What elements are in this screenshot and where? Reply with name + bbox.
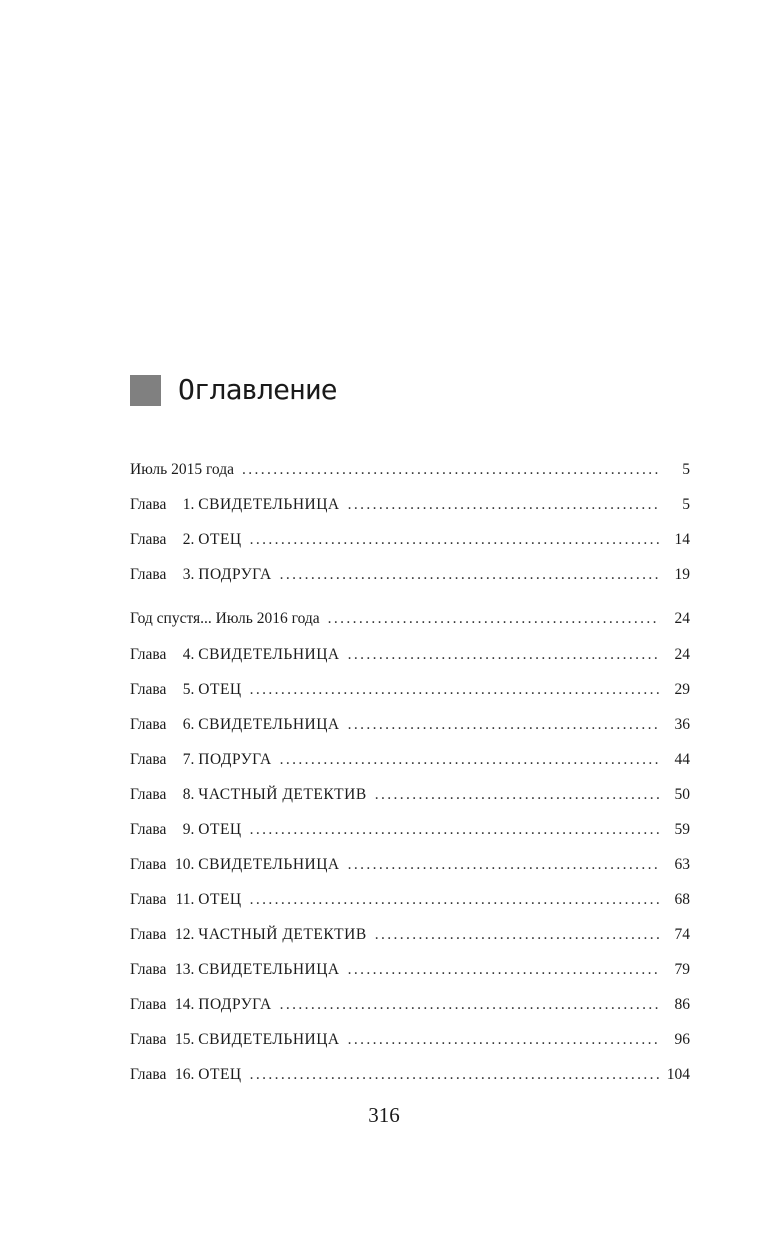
- toc-chapter-title: СВИДЕТЕЛЬНИЦА: [198, 496, 340, 513]
- toc-chapter-title: ОТЕЦ: [198, 821, 242, 838]
- toc-leader-dots: [348, 1029, 660, 1051]
- toc-entry-label: [130, 644, 340, 666]
- toc-leader-dots: [250, 679, 660, 701]
- toc-entry[interactable]: [130, 564, 690, 586]
- toc-entry-page: 59: [674, 821, 690, 838]
- toc-chapter-prefix: Глава: [130, 681, 167, 698]
- toc-chapter-prefix: Глава: [130, 961, 167, 978]
- toc-entry-page: 68: [674, 891, 690, 908]
- toc-chapter-prefix: Глава: [130, 1031, 167, 1048]
- toc-chapter-title: СВИДЕТЕЛЬНИЦА: [198, 961, 340, 978]
- toc-entry-label: [130, 819, 242, 841]
- toc-chapter-number: 5.: [182, 681, 195, 698]
- toc-leader-dots: [348, 714, 660, 736]
- toc-entry[interactable]: [130, 494, 690, 516]
- toc-chapter-title: ПОДРУГА: [198, 566, 272, 583]
- toc-chapter-number: 11.: [175, 891, 195, 908]
- toc-entry[interactable]: [130, 854, 690, 876]
- toc-entry-label: [130, 1064, 242, 1086]
- toc-leader-dots: [348, 959, 660, 981]
- toc-entry-page: 96: [674, 1031, 690, 1048]
- toc-chapter-number: 7.: [182, 751, 195, 768]
- toc-leader-dots: [280, 749, 660, 771]
- toc-entry[interactable]: [130, 529, 690, 551]
- toc-chapter-title: СВИДЕТЕЛЬНИЦА: [198, 856, 340, 873]
- toc-chapter-prefix: Глава: [130, 716, 167, 733]
- toc-entry[interactable]: [130, 679, 690, 701]
- toc-entry-page: 5: [682, 496, 690, 513]
- toc-chapter-title: ЧАСТНЫЙ ДЕТЕКТИВ: [198, 926, 367, 943]
- toc-chapter-prefix: Глава: [130, 786, 167, 803]
- toc-chapter-number: 4.: [182, 646, 195, 663]
- page-title: Оглавление: [178, 373, 337, 406]
- toc-chapter-number: 9.: [182, 821, 195, 838]
- toc-entry[interactable]: [130, 749, 690, 771]
- toc-chapter-prefix: Глава: [130, 496, 167, 513]
- toc-entry-label: [130, 994, 272, 1016]
- toc-entry-page: 74: [674, 926, 690, 943]
- toc-chapter-number: 1.: [182, 496, 195, 513]
- toc-chapter-title: СВИДЕТЕЛЬНИЦА: [198, 646, 340, 663]
- toc-entry[interactable]: [130, 714, 690, 736]
- toc-leader-dots: [348, 854, 660, 876]
- toc-leader-dots: [328, 608, 660, 630]
- toc-chapter-title: ОТЕЦ: [198, 1066, 242, 1083]
- toc-chapter-number: 13.: [175, 961, 195, 978]
- toc-entry-label: [130, 529, 242, 551]
- toc-chapter-number: 16.: [175, 1066, 195, 1083]
- toc-entry-page: 50: [674, 786, 690, 803]
- toc-entry-page: 5: [682, 461, 690, 478]
- toc-chapter-prefix: Глава: [130, 1066, 167, 1083]
- toc-chapter-title: ПОДРУГА: [198, 751, 272, 768]
- toc-leader-dots: [250, 529, 660, 551]
- toc-chapter-prefix: Глава: [130, 996, 167, 1013]
- toc-chapter-prefix: Глава: [130, 566, 167, 583]
- toc-leader-dots: [348, 494, 660, 516]
- toc-chapter-title: ОТЕЦ: [198, 891, 242, 908]
- toc-chapter-title: СВИДЕТЕЛЬНИЦА: [198, 1031, 340, 1048]
- toc-leader-dots: [250, 889, 660, 911]
- toc-entry[interactable]: [130, 1029, 690, 1051]
- page-number: 316: [368, 1103, 400, 1127]
- toc-chapter-number: 15.: [175, 1031, 195, 1048]
- toc-entry[interactable]: [130, 644, 690, 666]
- toc-leader-dots: [250, 1064, 660, 1086]
- toc-entry[interactable]: [130, 784, 690, 806]
- toc-entry[interactable]: [130, 459, 690, 481]
- toc-chapter-title: ПОДРУГА: [198, 996, 272, 1013]
- toc-entry-label: [130, 924, 367, 946]
- toc-chapter-title: ОТЕЦ: [198, 531, 242, 548]
- heading-square-marker: [130, 375, 161, 406]
- toc-entry-label: Год спустя... Июль 2016 года: [130, 610, 320, 627]
- toc-entry-label: [130, 959, 340, 981]
- toc-chapter-prefix: Глава: [130, 891, 167, 908]
- toc-chapter-number: 3.: [182, 566, 195, 583]
- toc-chapter-title: ОТЕЦ: [198, 681, 242, 698]
- toc-leader-dots: [280, 994, 660, 1016]
- toc-chapter-number: 12.: [175, 926, 195, 943]
- toc-chapter-prefix: Глава: [130, 531, 167, 548]
- toc-entry-page: 63: [674, 856, 690, 873]
- toc-leader-dots: [280, 564, 660, 586]
- toc-entry-page: 24: [674, 646, 690, 663]
- toc-leader-dots: [375, 784, 660, 806]
- toc-entry-label: [130, 784, 367, 806]
- toc-entry-label: Июль 2015 года: [130, 461, 234, 478]
- toc-entry-label: [130, 749, 272, 771]
- toc-entry-page: 79: [674, 961, 690, 978]
- toc-chapter-prefix: Глава: [130, 821, 167, 838]
- toc-heading: [130, 372, 337, 408]
- toc-leader-dots: [375, 924, 660, 946]
- toc-chapter-number: 8.: [182, 786, 195, 803]
- toc-entry-label: [130, 564, 272, 586]
- toc-chapter-prefix: Глава: [130, 751, 167, 768]
- toc-entry-page: 44: [674, 751, 690, 768]
- toc-entry-page: 24: [674, 610, 690, 627]
- toc-entry-page: 86: [674, 996, 690, 1013]
- toc-chapter-prefix: Глава: [130, 856, 167, 873]
- toc-entry[interactable]: [130, 959, 690, 981]
- toc-chapter-number: 14.: [175, 996, 195, 1013]
- toc-entry-label: [130, 714, 340, 736]
- toc-entry-label: [130, 854, 340, 876]
- toc-entry[interactable]: [130, 889, 690, 911]
- toc-entry[interactable]: [130, 924, 690, 946]
- toc-entry[interactable]: [130, 608, 690, 630]
- toc-entry-page: 104: [666, 1066, 690, 1083]
- toc-entry-page: 14: [674, 531, 690, 548]
- toc-entry-page: 36: [674, 716, 690, 733]
- toc-entry[interactable]: [130, 994, 690, 1016]
- toc-chapter-number: 10.: [175, 856, 195, 873]
- toc-chapter-title: СВИДЕТЕЛЬНИЦА: [198, 716, 340, 733]
- toc-entry-label: [130, 889, 242, 911]
- toc-leader-dots: [250, 819, 660, 841]
- toc-chapter-prefix: Глава: [130, 646, 167, 663]
- toc-leader-dots: [242, 459, 660, 481]
- toc-entry-label: [130, 1029, 340, 1051]
- toc-entry-page: 19: [674, 566, 690, 583]
- toc-entry-label: [130, 679, 242, 701]
- toc-entry[interactable]: [130, 819, 690, 841]
- toc-leader-dots: [348, 644, 660, 666]
- toc-chapter-number: 6.: [182, 716, 195, 733]
- toc-chapter-title: ЧАСТНЫЙ ДЕТЕКТИВ: [198, 786, 367, 803]
- toc-chapter-number: 2.: [182, 531, 195, 548]
- toc-chapter-prefix: Глава: [130, 926, 167, 943]
- toc-entry[interactable]: [130, 1064, 690, 1086]
- toc-entry-page: 29: [674, 681, 690, 698]
- toc-entry-label: [130, 494, 340, 516]
